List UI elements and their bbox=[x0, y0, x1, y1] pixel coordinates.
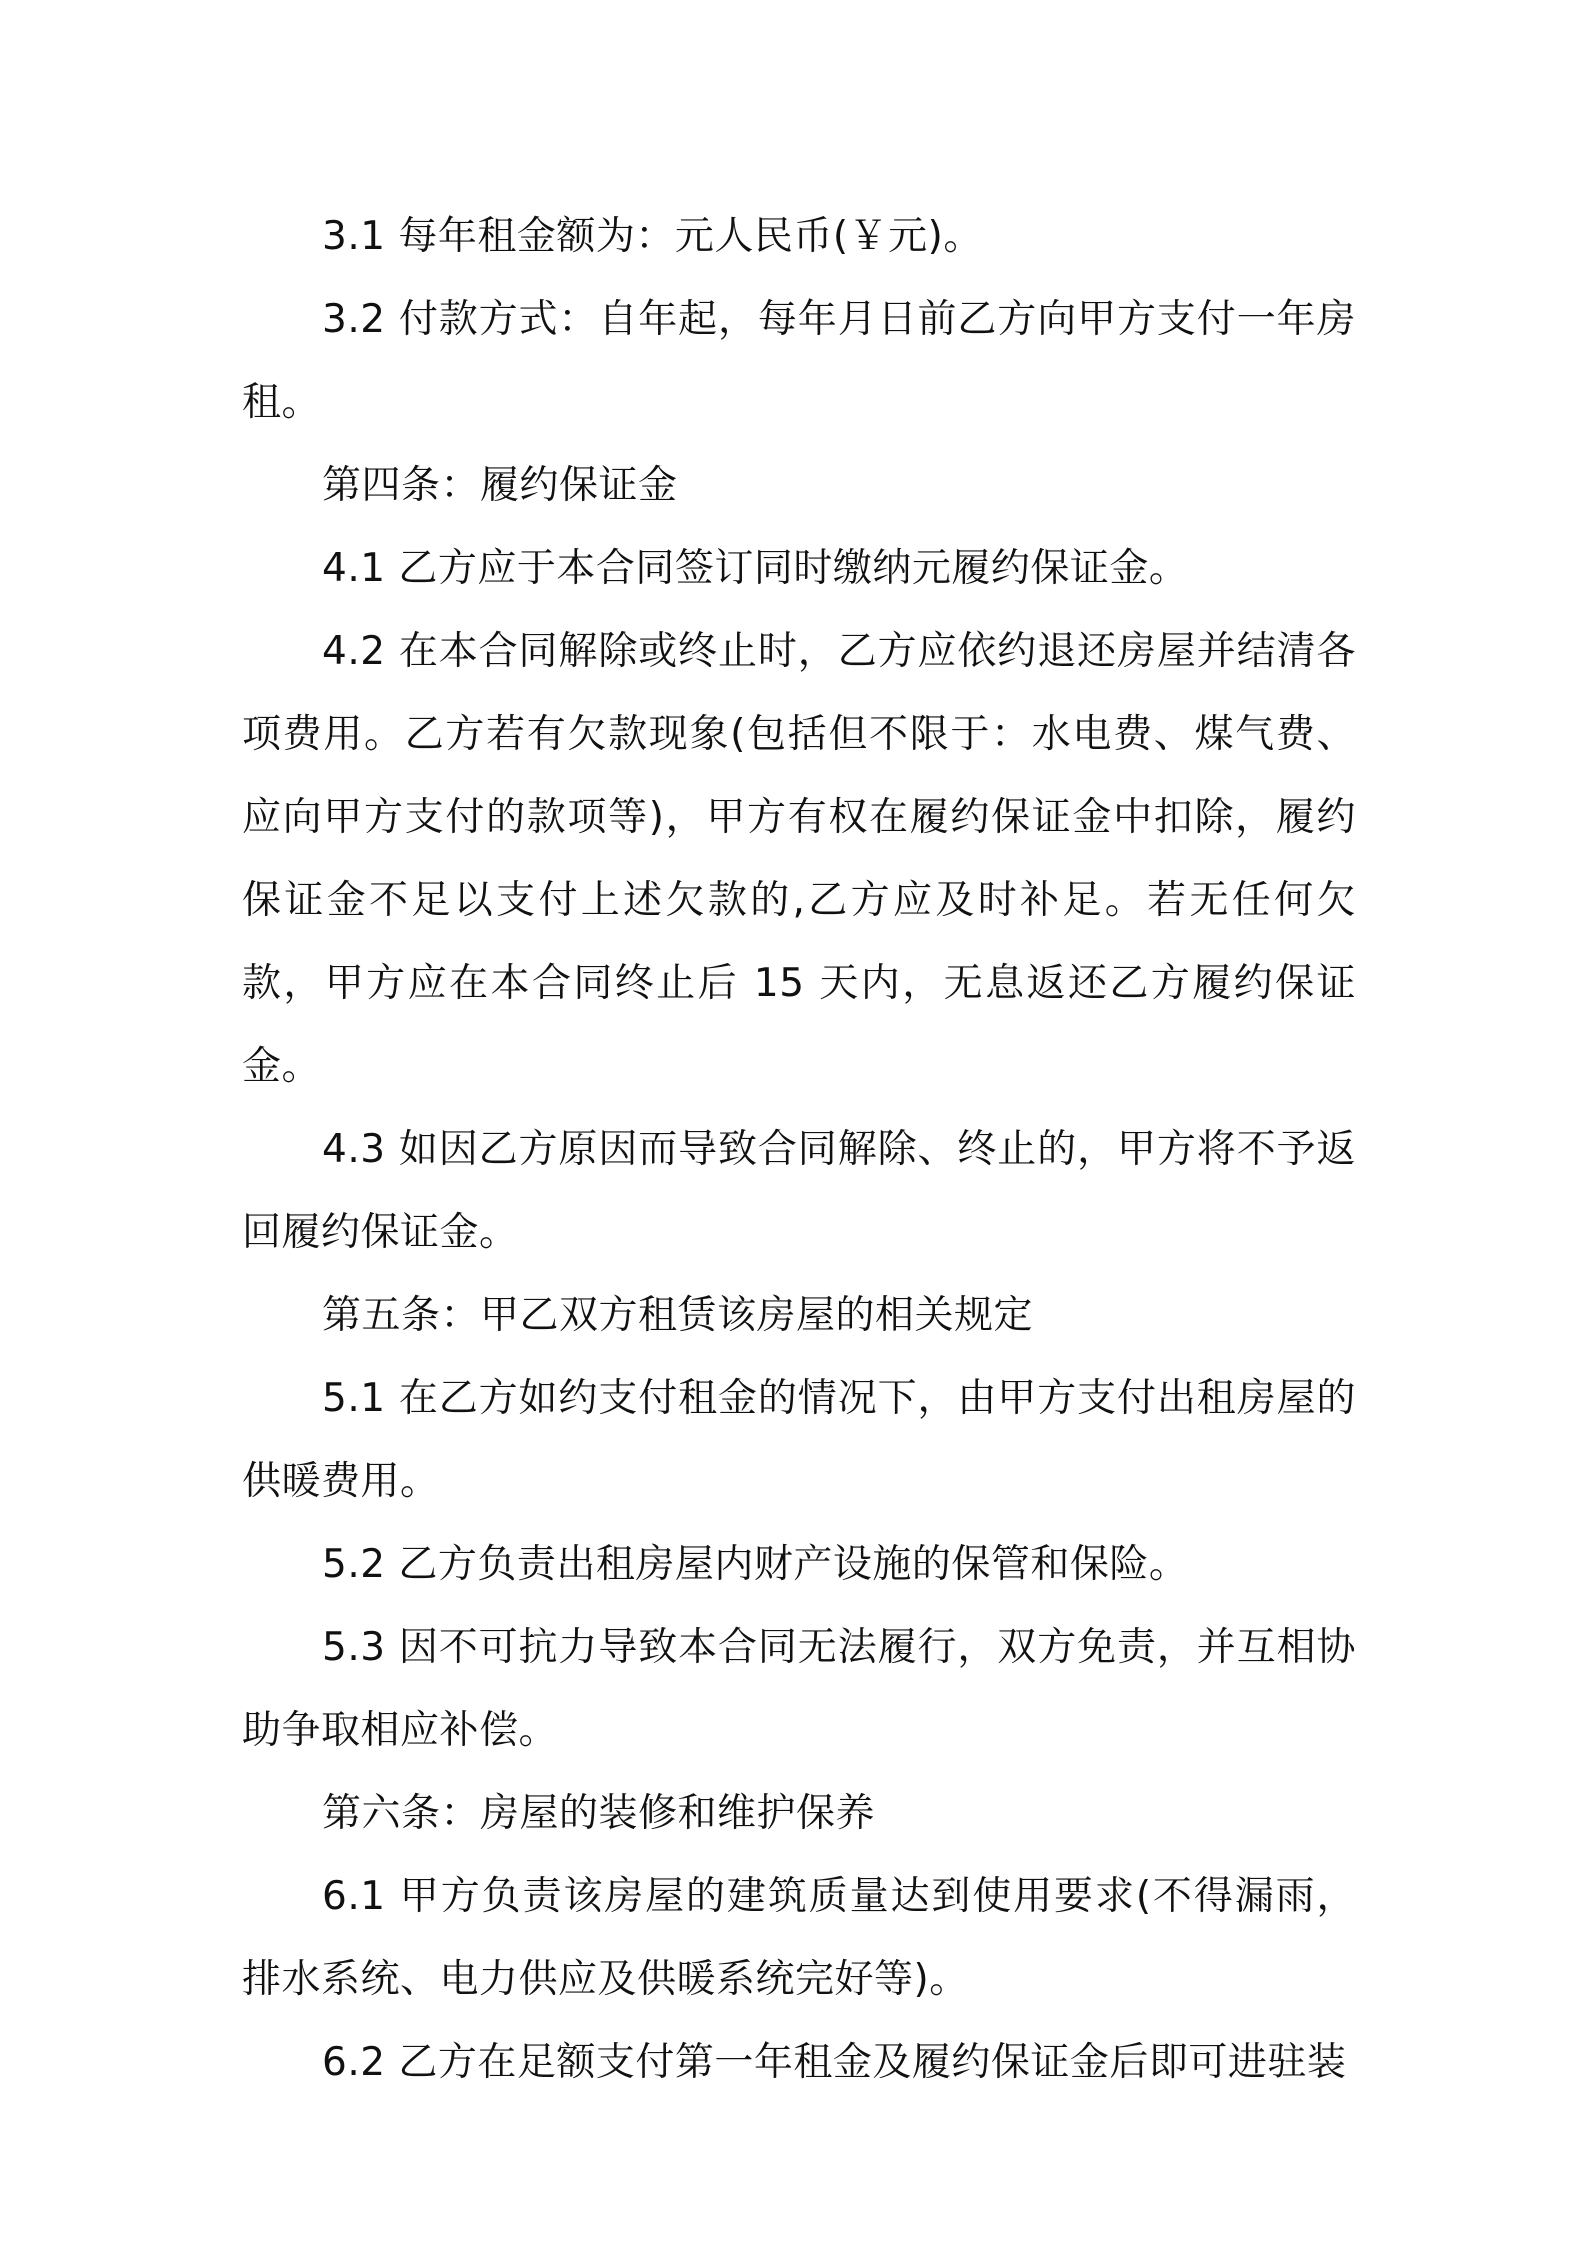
article-5-heading: 第五条：甲乙双方租赁该房屋的相关规定 bbox=[322, 1293, 1034, 1338]
clause-6-1: 6.1 甲方负责该房屋的建筑质量达到使用要求(不得漏雨，排水系统、电力供应及供暖系统完好等)。 bbox=[242, 1874, 1356, 2002]
clause-5-1: 5.1 在乙方如约支付租金的情况下，由甲方支付出租房屋的供暖费用。 bbox=[242, 1376, 1356, 1504]
clause-6-2: 6.2 乙方在足额支付第一年租金及履约保证金后即可进驻装 bbox=[322, 2040, 1347, 2085]
document-body bbox=[242, 195, 1356, 2104]
clause-4-1: 4.1 乙方应于本合同签订同时缴纳元履约保证金。 bbox=[322, 546, 1189, 591]
clause-4-3: 4.3 如因乙方原因而导致合同解除、终止的，甲方将不予返回履约保证金。 bbox=[242, 1127, 1356, 1255]
clause-4-2: 4.2 在本合同解除或终止时，乙方应依约退还房屋并结清各项费用。乙方若有欠款现象(包括但不限于：水电费、煤气费、应向甲方支付的款项等)，甲方有权在履约保证金中扣除，履约保证金不足以支付上述欠款的,乙方应及时补足。若无任何欠款，甲方应在本合同终止后 15 天内，无息返还乙方履约保证金。 bbox=[242, 629, 1356, 1089]
article-6-heading: 第六条：房屋的装修和维护保养 bbox=[322, 1791, 876, 1836]
article-4-heading: 第四条：履约保证金 bbox=[322, 463, 678, 508]
clause-5-2: 5.2 乙方负责出租房屋内财产设施的保管和保险。 bbox=[322, 1542, 1189, 1587]
clause-3-2: 3.2 付款方式：自年起，每年月日前乙方向甲方支付一年房租。 bbox=[242, 297, 1356, 425]
clause-3-1: 3.1 每年租金额为：元人民币(￥元)。 bbox=[322, 214, 983, 259]
clause-5-3: 5.3 因不可抗力导致本合同无法履行，双方免责，并互相协助争取相应补偿。 bbox=[242, 1625, 1356, 1753]
